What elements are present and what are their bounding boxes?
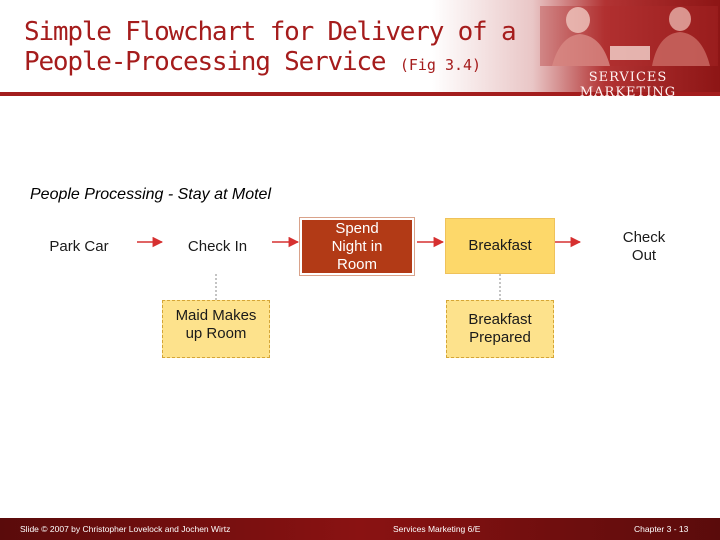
footer-copyright: Slide © 2007 by Christopher Lovelock and Jochen Wirtz: [20, 524, 231, 534]
title-line-2: People-Processing Service: [24, 47, 386, 77]
slide-footer: [0, 518, 720, 540]
step-check-out: [584, 220, 704, 274]
step-park-car-label: Park Car: [49, 238, 109, 255]
step-breakfast-prepared-label: Breakfast Prepared: [468, 311, 532, 346]
step-breakfast-prepared: [446, 300, 554, 358]
footer-book-title: Services Marketing 6/E: [393, 524, 481, 534]
step-spend-night: [300, 218, 414, 275]
step-check-in-label: Check In: [187, 238, 248, 255]
diagram-subtitle: People Processing - Stay at Motel: [30, 186, 272, 203]
title-suffix: (Fig 3.4): [399, 56, 482, 74]
brand-label: SERVICES MARKETING: [579, 70, 677, 100]
step-breakfast: [445, 218, 555, 274]
title-line-1: Simple Flowchart for Delivery of a: [24, 17, 516, 47]
step-check-out-label: Check Out: [622, 229, 666, 264]
footer-page-number: Chapter 3 - 13: [634, 524, 689, 534]
step-check-in: [163, 220, 272, 274]
step-park-car: [24, 220, 134, 274]
step-spend-night-label: Spend Night in Room: [331, 219, 383, 273]
step-maid-label: Maid Makes up Room: [175, 307, 257, 342]
step-maid-makes-up-room: [162, 300, 270, 358]
step-breakfast-label: Breakfast: [468, 237, 532, 254]
